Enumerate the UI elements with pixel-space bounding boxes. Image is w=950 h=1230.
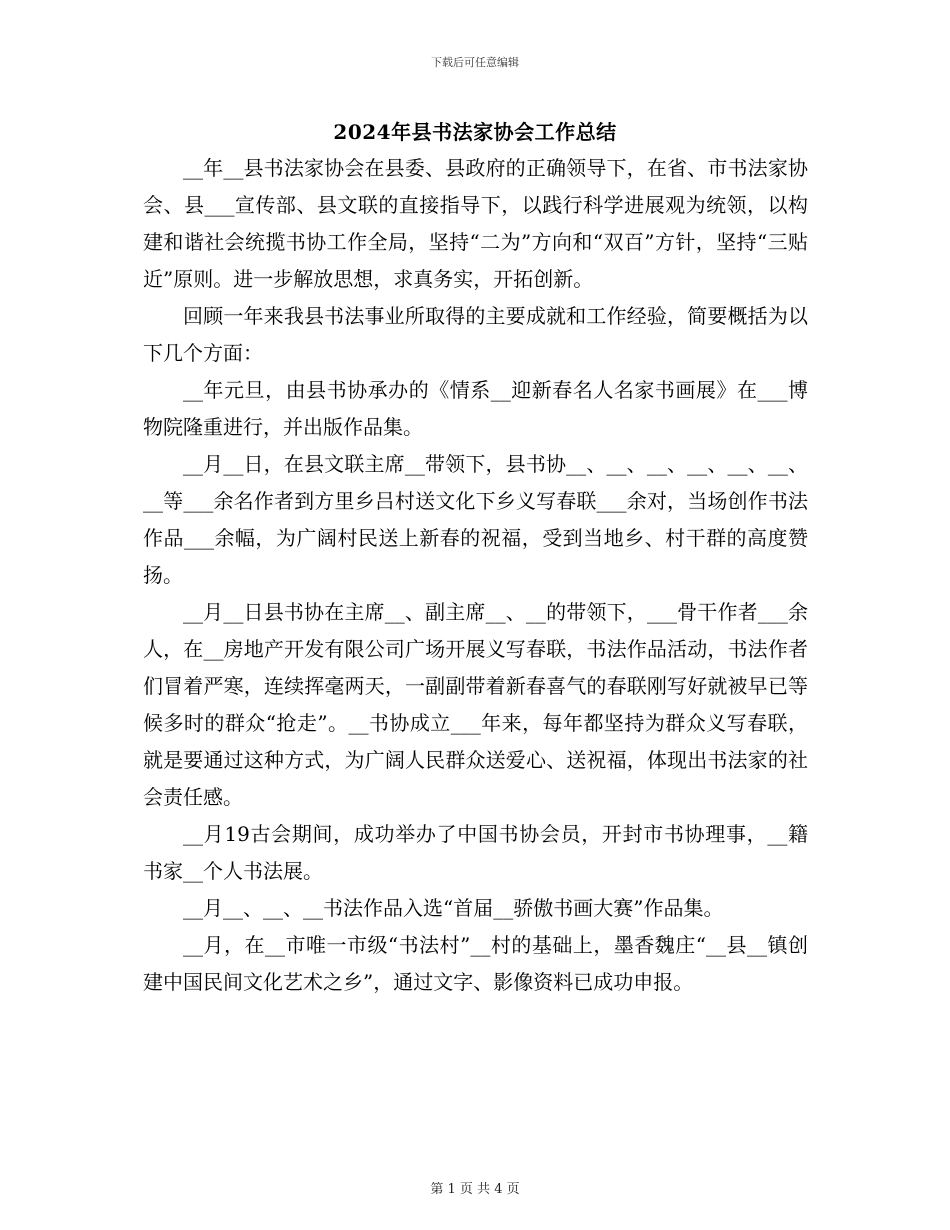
page-footer: 第 1 页 共 4 页 (430, 1182, 520, 1197)
paragraph-village-couplets: __月__日，在县文联主席__带领下，县书协__、__、__、__、__、__、__等___余名作者到方里乡吕村送文化下乡义写春联___余对，当场创作书法作品___余幅，为广阔村民送上新春的祝福，受到当地乡、村干群的高度赞扬。 (143, 452, 808, 587)
document-body (143, 150, 808, 1001)
paragraph-selected-works: __月__、__、__书法作品入选“首届__骄傲书画大赛”作品集。 (183, 896, 724, 920)
paragraph-solo-exhibition: __月19古会期间，成功举办了中国书协会员，开封市书协理事，__籍书家__个人书法展。 (143, 822, 808, 883)
document-title: 2024年县书法家协会工作总结 (333, 120, 617, 144)
paragraph-calligraphy-village: __月，在__市唯一市级“书法村”__村的基础上，墨香魏庄“__县__镇创建中国民间文化艺术之乡”，通过文字、影像资料已成功申报。 (143, 933, 808, 994)
paragraph-intro: __年__县书法家协会在县委、县政府的正确领导下，在省、市书法家协会、县___宣传部、县文联的直接指导下，以践行科学进展观为统领，以构建和谐社会统揽书协工作全局，坚持“二为”方向和“双百”方针，坚持“三贴近”原则。进一步解放思想，求真务实，开拓创新。 (143, 156, 808, 291)
header-note: 下载后可任意编辑 (431, 56, 519, 69)
paragraph-new-year-exhibition: __年元旦，由县书协承办的《情系__迎新春名人名家书画展》在___博物院隆重进行，并出版作品集。 (143, 378, 808, 439)
paragraph-review: 回顾一年来我县书法事业所取得的主要成就和工作经验，简要概括为以下几个方面： (143, 304, 808, 365)
paragraph-plaza-couplets: __月__日县书协在主席__、副主席__、__的带领下，___骨干作者___余人，在__房地产开发有限公司广场开展义写春联，书法作品活动，书法作者们冒着严寒，连续挥毫两天，一副副带着新春喜气的春联刚写好就被早已等候多时的群众“抢走”。__书协成立___年来，每年都坚持为群众义写春联，就是要通过这种方式，为广阔人民群众送爱心、送祝福，体现出书法家的社会责任感。 (143, 600, 808, 809)
